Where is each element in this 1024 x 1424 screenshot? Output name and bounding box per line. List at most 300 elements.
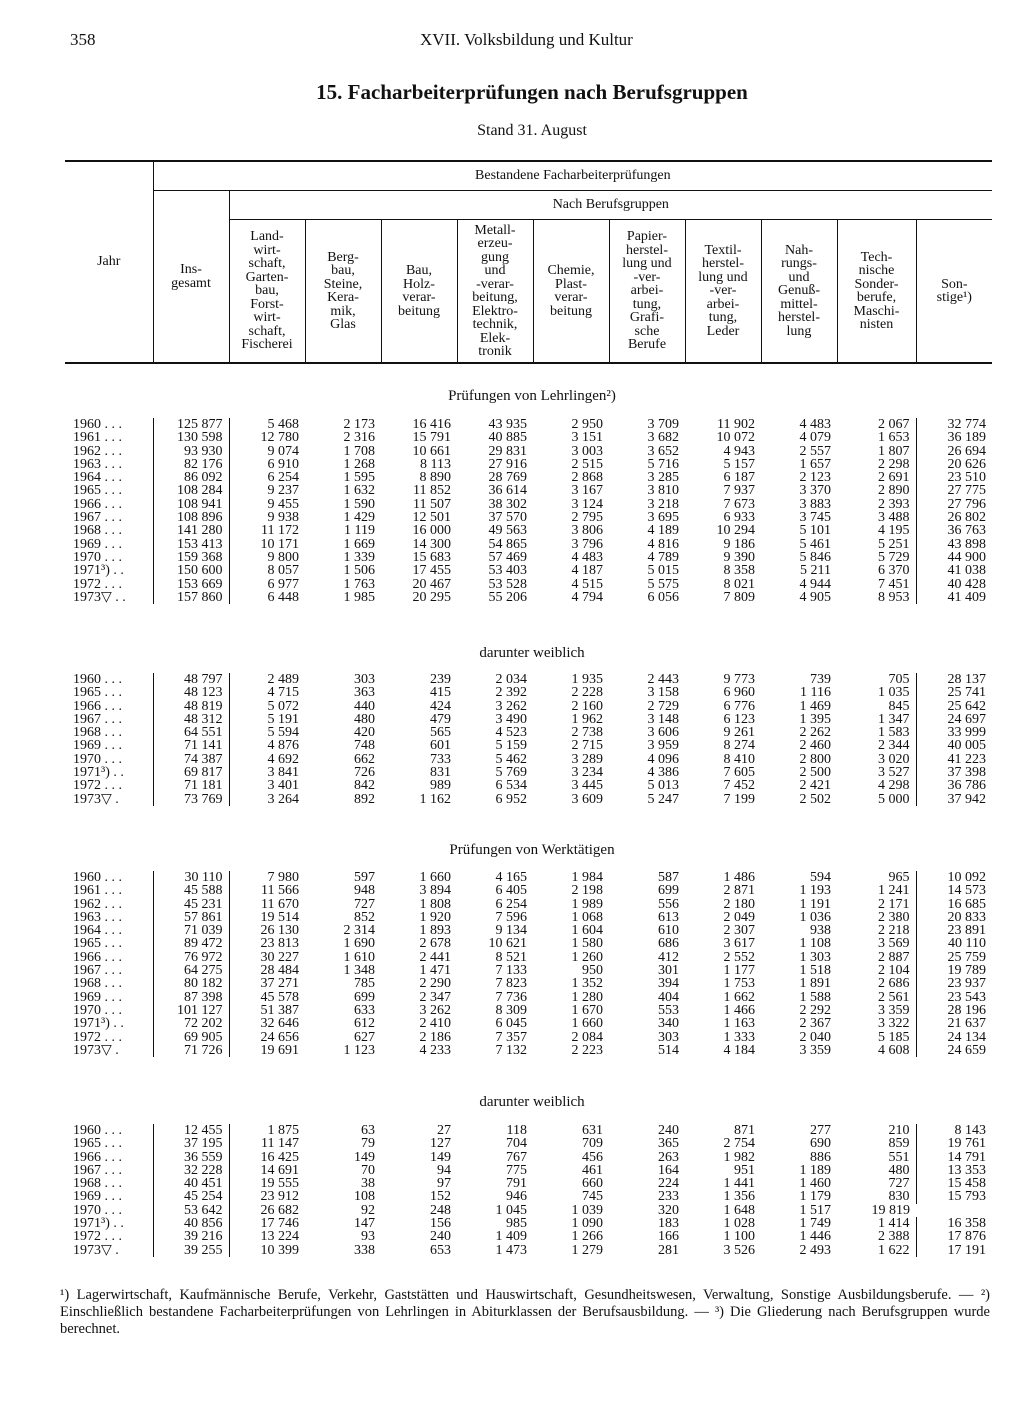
table-row [65, 951, 992, 964]
table-cell: 159 368 [153, 551, 229, 564]
table-cell: 338 [354, 1242, 375, 1258]
table-cell: 30 227 [229, 951, 305, 964]
table-cell: 1 962 [571, 711, 603, 727]
table-cell: 653 [430, 1242, 451, 1258]
table-cell: 40 451 [153, 1177, 229, 1190]
table-cell: 37 570 [488, 510, 527, 526]
table-cell: 53 403 [488, 563, 527, 579]
table-cell: 1 279 [571, 1242, 603, 1258]
table-cell: 2 173 [343, 417, 375, 432]
table-cell: 74 387 [153, 753, 229, 766]
header-year: Jahr [65, 161, 153, 363]
table-cell: 5 191 [229, 713, 305, 726]
page-number: 358 [70, 30, 96, 49]
table-cell: 26 802 [916, 511, 992, 524]
table-cell: 2 715 [571, 738, 603, 754]
table-cell: 23 510 [916, 471, 992, 484]
table-cell: 950 [582, 963, 603, 979]
table-cell: 394 [658, 976, 679, 992]
table-cell: 2 049 [723, 909, 755, 925]
table-cell: 15 793 [916, 1190, 992, 1203]
table-cell: 37 271 [229, 977, 305, 990]
table-cell: 6 370 [878, 563, 910, 579]
table-row [65, 686, 992, 699]
table-cell: 2 460 [799, 738, 831, 754]
table-cell: 3 151 [571, 430, 603, 446]
table-cell: 1 662 [723, 989, 755, 1005]
table-cell: 3 682 [647, 430, 679, 446]
table-cell: 2 040 [799, 1029, 831, 1045]
table-cell: 3 617 [723, 936, 755, 952]
table-cell: 303 [658, 1029, 679, 1045]
table-cell: 1 090 [571, 1216, 603, 1232]
row-year: 1972 . . . [73, 778, 122, 794]
table-cell: 3 167 [571, 483, 603, 499]
table-cell: 5 846 [799, 549, 831, 565]
table-cell: 4 816 [647, 536, 679, 552]
table-cell: 8 953 [878, 589, 910, 605]
table-cell: 183 [658, 1216, 679, 1232]
table-cell: 28 137 [916, 673, 992, 686]
table-cell: 6 952 [495, 791, 527, 807]
table-cell: 4 515 [571, 576, 603, 592]
table-row [65, 1230, 992, 1243]
table-cell: 791 [506, 1176, 527, 1192]
table-cell: 11 507 [413, 496, 451, 512]
table-cell: 1 189 [799, 1162, 831, 1178]
table-cell: 852 [354, 909, 375, 925]
table-cell: 3 234 [571, 765, 603, 781]
table-cell: 699 [658, 883, 679, 899]
table-cell: 1 875 [229, 1124, 305, 1137]
table-cell: 842 [354, 778, 375, 794]
table-cell: 25 741 [916, 686, 992, 699]
row-year: 1972 . . . [73, 1229, 122, 1245]
table-cell: 54 865 [488, 536, 527, 552]
table-cell: 72 202 [153, 1017, 229, 1030]
table-cell: 886 [810, 1149, 831, 1165]
table-cell: 565 [430, 725, 451, 741]
table-cell: 3 401 [229, 779, 305, 792]
table-row [65, 991, 992, 1004]
table-cell: 1 119 [344, 523, 375, 539]
table-cell: 108 941 [153, 498, 229, 511]
table-cell: 745 [582, 1189, 603, 1205]
table-cell: 8 021 [723, 576, 755, 592]
table-cell: 130 598 [153, 431, 229, 444]
table-cell: 4 386 [647, 765, 679, 781]
table-cell: 7 596 [495, 909, 527, 925]
table-cell: 404 [658, 989, 679, 1005]
table-cell: 7 980 [229, 871, 305, 884]
row-year: 1961 . . . [73, 883, 122, 899]
table-cell: 17 746 [229, 1217, 305, 1230]
table-cell: 41 409 [916, 591, 992, 604]
table-cell: 727 [354, 896, 375, 912]
table-cell: 1 241 [878, 883, 910, 899]
table-cell: 3 262 [495, 698, 527, 714]
table-cell: 240 [658, 1123, 679, 1138]
table-cell: 41 038 [916, 564, 992, 577]
table-cell: 1 660 [571, 1016, 603, 1032]
table-cell: 303 [354, 672, 375, 687]
header-col-6: Papier- herstel- lung und -ver- arbei- tung, Grafi- sche Berufe [609, 220, 685, 364]
table-cell: 2 410 [419, 1016, 451, 1032]
table-cell: 785 [354, 976, 375, 992]
table-row [65, 1017, 992, 1030]
table-subtitle: Stand 31. August [477, 122, 587, 139]
table-cell: 9 773 [723, 672, 755, 687]
table-cell: 10 661 [412, 443, 451, 459]
row-year: 1966 . . . [73, 698, 122, 714]
table-cell: 1 653 [878, 430, 910, 446]
table-cell: 3 883 [799, 496, 831, 512]
table-cell: 3 609 [571, 791, 603, 807]
table-cell: 1 920 [419, 909, 451, 925]
table-cell: 2 868 [571, 470, 603, 486]
table-cell: 11 566 [229, 884, 305, 897]
table-row [65, 964, 992, 977]
table-cell: 17 876 [916, 1230, 992, 1243]
table-cell: 2 347 [419, 989, 451, 1005]
table-cell: 73 769 [153, 793, 229, 806]
table-cell: 40 110 [916, 937, 992, 950]
table-cell: 1 935 [571, 672, 603, 687]
table-cell: 1 506 [343, 563, 375, 579]
table-cell: 1 670 [571, 1002, 603, 1018]
table-cell: 5 575 [647, 576, 679, 592]
table-cell: 39 216 [153, 1230, 229, 1243]
table-cell: 38 302 [488, 496, 527, 512]
table-cell: 4 233 [419, 1042, 451, 1058]
table-cell: 277 [810, 1123, 831, 1138]
table-cell: 7 673 [723, 496, 755, 512]
table-cell: 1 657 [799, 456, 831, 472]
table-cell: 5 159 [495, 738, 527, 754]
table-cell: 16 358 [916, 1217, 992, 1230]
table-cell: 627 [354, 1029, 375, 1045]
table-cell: 8 410 [723, 751, 755, 767]
table-cell: 37 942 [916, 793, 992, 806]
table-cell: 479 [430, 711, 451, 727]
table-cell: 48 797 [153, 673, 229, 686]
table-cell: 601 [430, 738, 451, 754]
table-cell: 2 067 [878, 417, 910, 432]
table-cell: 45 254 [153, 1190, 229, 1203]
table-cell: 1 045 [495, 1202, 527, 1218]
row-year: 1965 . . . [73, 483, 122, 499]
table-cell: 7 357 [495, 1029, 527, 1045]
table-cell: 2 515 [571, 456, 603, 472]
table-cell: 1 347 [878, 711, 910, 727]
table-cell: 1 266 [571, 1229, 603, 1245]
table-cell: 281 [658, 1242, 679, 1258]
table-cell: 1 303 [799, 949, 831, 965]
table-row [65, 538, 992, 551]
table-cell: 108 [354, 1189, 375, 1205]
table-cell: 93 930 [153, 445, 229, 458]
row-year: 1967 . . . [73, 711, 122, 727]
table-cell: 514 [658, 1042, 679, 1058]
table-cell: 3 370 [799, 483, 831, 499]
table-cell: 1 028 [723, 1216, 755, 1232]
row-year: 1964 . . . [73, 923, 122, 939]
table-cell: 4 483 [799, 417, 831, 432]
table-cell: 7 132 [495, 1042, 527, 1058]
table-cell: 2 380 [878, 909, 910, 925]
table-row [65, 1031, 992, 1044]
table-cell: 2 262 [799, 725, 831, 741]
table-cell: 19 819 [871, 1202, 910, 1218]
table-cell: 726 [354, 765, 375, 781]
table-cell: 69 817 [153, 766, 229, 779]
table-cell: 597 [354, 870, 375, 885]
table-cell: 70 [361, 1162, 375, 1178]
table-cell: 16 000 [412, 523, 451, 539]
table-cell: 1 486 [723, 870, 755, 885]
header-col-3: Bau, Holz- verar- beitung [381, 220, 457, 364]
table-cell: 1 068 [571, 909, 603, 925]
table-cell: 831 [430, 765, 451, 781]
table-cell: 37 195 [153, 1137, 229, 1150]
table-cell: 40 005 [916, 739, 992, 752]
table-cell: 1 753 [723, 976, 755, 992]
table-cell: 4 943 [723, 443, 755, 459]
table-cell: 662 [354, 751, 375, 767]
table-cell: 64 275 [153, 964, 229, 977]
table-cell: 1 580 [571, 936, 603, 952]
table-cell: 27 916 [488, 456, 527, 472]
table-cell: 4 715 [229, 686, 305, 699]
table-cell: 6 534 [495, 778, 527, 794]
table-cell: 1 395 [799, 711, 831, 727]
table-cell: 2 678 [419, 936, 451, 952]
table-row [65, 445, 992, 458]
table-cell: 5 251 [878, 536, 910, 552]
table-cell: 3 652 [647, 443, 679, 459]
table-row [65, 911, 992, 924]
table-cell: 49 563 [488, 523, 527, 539]
table-cell: 1 466 [723, 1002, 755, 1018]
row-year: 1960 . . . [73, 417, 122, 432]
table-row [65, 1244, 992, 1257]
table-row [65, 924, 992, 937]
table-cell: 15 683 [412, 549, 451, 565]
table-cell: 69 905 [153, 1031, 229, 1044]
table-cell: 6 254 [229, 471, 305, 484]
table-row [65, 700, 992, 713]
table-cell: 30 110 [153, 871, 229, 884]
table-cell: 709 [582, 1136, 603, 1152]
table-cell: 1 473 [495, 1242, 527, 1258]
table-cell: 101 127 [153, 1004, 229, 1017]
table-row [65, 1164, 992, 1177]
table-cell: 3 359 [799, 1042, 831, 1058]
table-title: 15. Facharbeiterprüfungen nach Berufsgruppen [316, 80, 748, 104]
table-cell: 43 898 [916, 538, 992, 551]
table-cell: 4 298 [878, 778, 910, 794]
table-cell: 3 020 [878, 751, 910, 767]
row-year: 1973▽ . [73, 791, 119, 807]
page-header [0, 30, 1024, 54]
table-cell: 1 808 [419, 896, 451, 912]
table-cell: 456 [582, 1149, 603, 1165]
row-year: 1963 . . . [73, 456, 122, 472]
table-cell: 3 003 [571, 443, 603, 459]
table-cell: 19 514 [229, 911, 305, 924]
table-cell: 2 421 [799, 778, 831, 794]
table-cell: 19 761 [916, 1137, 992, 1150]
table-cell: 20 833 [916, 911, 992, 924]
table-cell: 1 177 [723, 963, 755, 979]
table-cell: 92 [361, 1202, 375, 1218]
table-cell: 2 367 [799, 1016, 831, 1032]
table-cell: 3 262 [419, 1002, 451, 1018]
table-cell: 9 134 [495, 923, 527, 939]
table-cell: 1 339 [343, 549, 375, 565]
table-cell: 108 896 [153, 511, 229, 524]
table-cell: 29 831 [488, 443, 527, 459]
table-cell: 2 754 [723, 1136, 755, 1152]
table-cell: 32 646 [229, 1017, 305, 1030]
table-cell: 8 143 [916, 1124, 992, 1137]
table-cell: 7 823 [495, 976, 527, 992]
table-cell: 23 891 [916, 924, 992, 937]
header-col-1: Land- wirt- schaft, Garten- bau, Forst- wirt- schaft, Fischerei [229, 220, 305, 364]
table-row [65, 431, 992, 444]
table-cell: 7 937 [723, 483, 755, 499]
table-cell: 19 789 [916, 964, 992, 977]
row-year: 1966 . . . [73, 496, 122, 512]
table-cell: 1 280 [571, 989, 603, 1005]
table-cell: 3 709 [647, 417, 679, 432]
table-cell: 9 261 [723, 725, 755, 741]
table-cell: 16 685 [916, 898, 992, 911]
table-cell: 1 982 [723, 1149, 755, 1165]
table-cell: 10 399 [229, 1244, 305, 1257]
table-cell: 8 309 [495, 1002, 527, 1018]
table-cell: 699 [354, 989, 375, 1005]
table-cell: 36 189 [916, 431, 992, 444]
table-cell: 45 588 [153, 884, 229, 897]
table-cell: 6 056 [647, 589, 679, 605]
table-cell: 3 841 [229, 766, 305, 779]
table-cell: 1 690 [343, 936, 375, 952]
section-title: Prüfungen von Werktätigen [449, 842, 615, 858]
table-cell: 8 358 [723, 563, 755, 579]
table-cell: 1 268 [343, 456, 375, 472]
table-cell: 739 [810, 672, 831, 687]
table-cell: 32 774 [916, 418, 992, 431]
row-year: 1968 . . . [73, 725, 122, 741]
table-cell: 690 [810, 1136, 831, 1152]
table-cell: 33 999 [916, 726, 992, 739]
table-cell: 2 034 [495, 672, 527, 687]
table-cell: 94 [437, 1162, 451, 1178]
table-cell: 23 912 [229, 1190, 305, 1203]
table-cell: 149 [430, 1149, 451, 1165]
table-cell: 125 877 [153, 418, 229, 431]
table-cell: 55 206 [488, 589, 527, 605]
table-cell: 48 312 [153, 713, 229, 726]
row-year: 1962 . . . [73, 896, 122, 912]
table-cell: 3 124 [571, 496, 603, 512]
table-cell: 2 950 [571, 417, 603, 432]
table-cell: 147 [354, 1216, 375, 1232]
table-cell: 4 187 [571, 563, 603, 579]
table-cell: 631 [582, 1123, 603, 1138]
table-cell: 2 104 [878, 963, 910, 979]
table-cell: 9 074 [229, 445, 305, 458]
table-cell: 9 455 [229, 498, 305, 511]
table-cell: 1 348 [343, 963, 375, 979]
table-cell: 733 [430, 751, 451, 767]
table-cell: 233 [658, 1189, 679, 1205]
table-cell: 7 452 [723, 778, 755, 794]
table-cell: 12 780 [229, 431, 305, 444]
table-cell: 20 626 [916, 458, 992, 471]
table-row [65, 1204, 992, 1217]
table-cell: 14 791 [916, 1151, 992, 1164]
table-row [65, 524, 992, 537]
row-year: 1966 . . . [73, 949, 122, 965]
row-year: 1967 . . . [73, 963, 122, 979]
table-cell: 3 745 [799, 510, 831, 526]
table-cell: 48 123 [153, 686, 229, 699]
table-cell: 13 224 [229, 1230, 305, 1243]
table-cell: 415 [430, 685, 451, 701]
table-row [65, 498, 992, 511]
row-year: 1967 . . . [73, 1162, 122, 1178]
table-cell: 5 211 [800, 563, 831, 579]
table-cell: 587 [658, 870, 679, 885]
table-cell: 44 900 [916, 551, 992, 564]
table-cell: 36 614 [488, 483, 527, 499]
table-cell: 9 938 [229, 511, 305, 524]
table-cell: 2 795 [571, 510, 603, 526]
table-cell: 1 610 [343, 949, 375, 965]
row-year: 1966 . . . [73, 1149, 122, 1165]
table-cell: 71 039 [153, 924, 229, 937]
table-cell: 594 [810, 870, 831, 885]
table-row [65, 1151, 992, 1164]
row-year: 1960 . . . [73, 672, 122, 687]
table-cell: 150 600 [153, 564, 229, 577]
row-year: 1971³) . . [73, 765, 124, 781]
table-cell: 2 123 [799, 470, 831, 486]
row-year: 1971³) . . [73, 563, 124, 579]
table-cell: 5 461 [799, 536, 831, 552]
table-cell: 1 036 [799, 909, 831, 925]
table-cell: 4 692 [229, 753, 305, 766]
row-year: 1972 . . . [73, 1029, 122, 1045]
table-cell: 43 935 [488, 417, 527, 432]
table-cell: 11 670 [229, 898, 305, 911]
table-cell: 3 488 [878, 510, 910, 526]
table-cell: 2 307 [723, 923, 755, 939]
table-cell: 424 [430, 698, 451, 714]
table-cell: 210 [888, 1123, 910, 1138]
table-cell: 551 [888, 1149, 910, 1165]
table-cell: 989 [430, 778, 451, 794]
header-total: Ins- gesamt [153, 191, 229, 364]
table-cell: 141 280 [153, 524, 229, 537]
table-cell: 440 [354, 698, 375, 714]
table-cell: 53 528 [488, 576, 527, 592]
table-cell: 5 729 [878, 549, 910, 565]
table-cell: 11 852 [413, 483, 451, 499]
table-cell: 7 809 [723, 589, 755, 605]
